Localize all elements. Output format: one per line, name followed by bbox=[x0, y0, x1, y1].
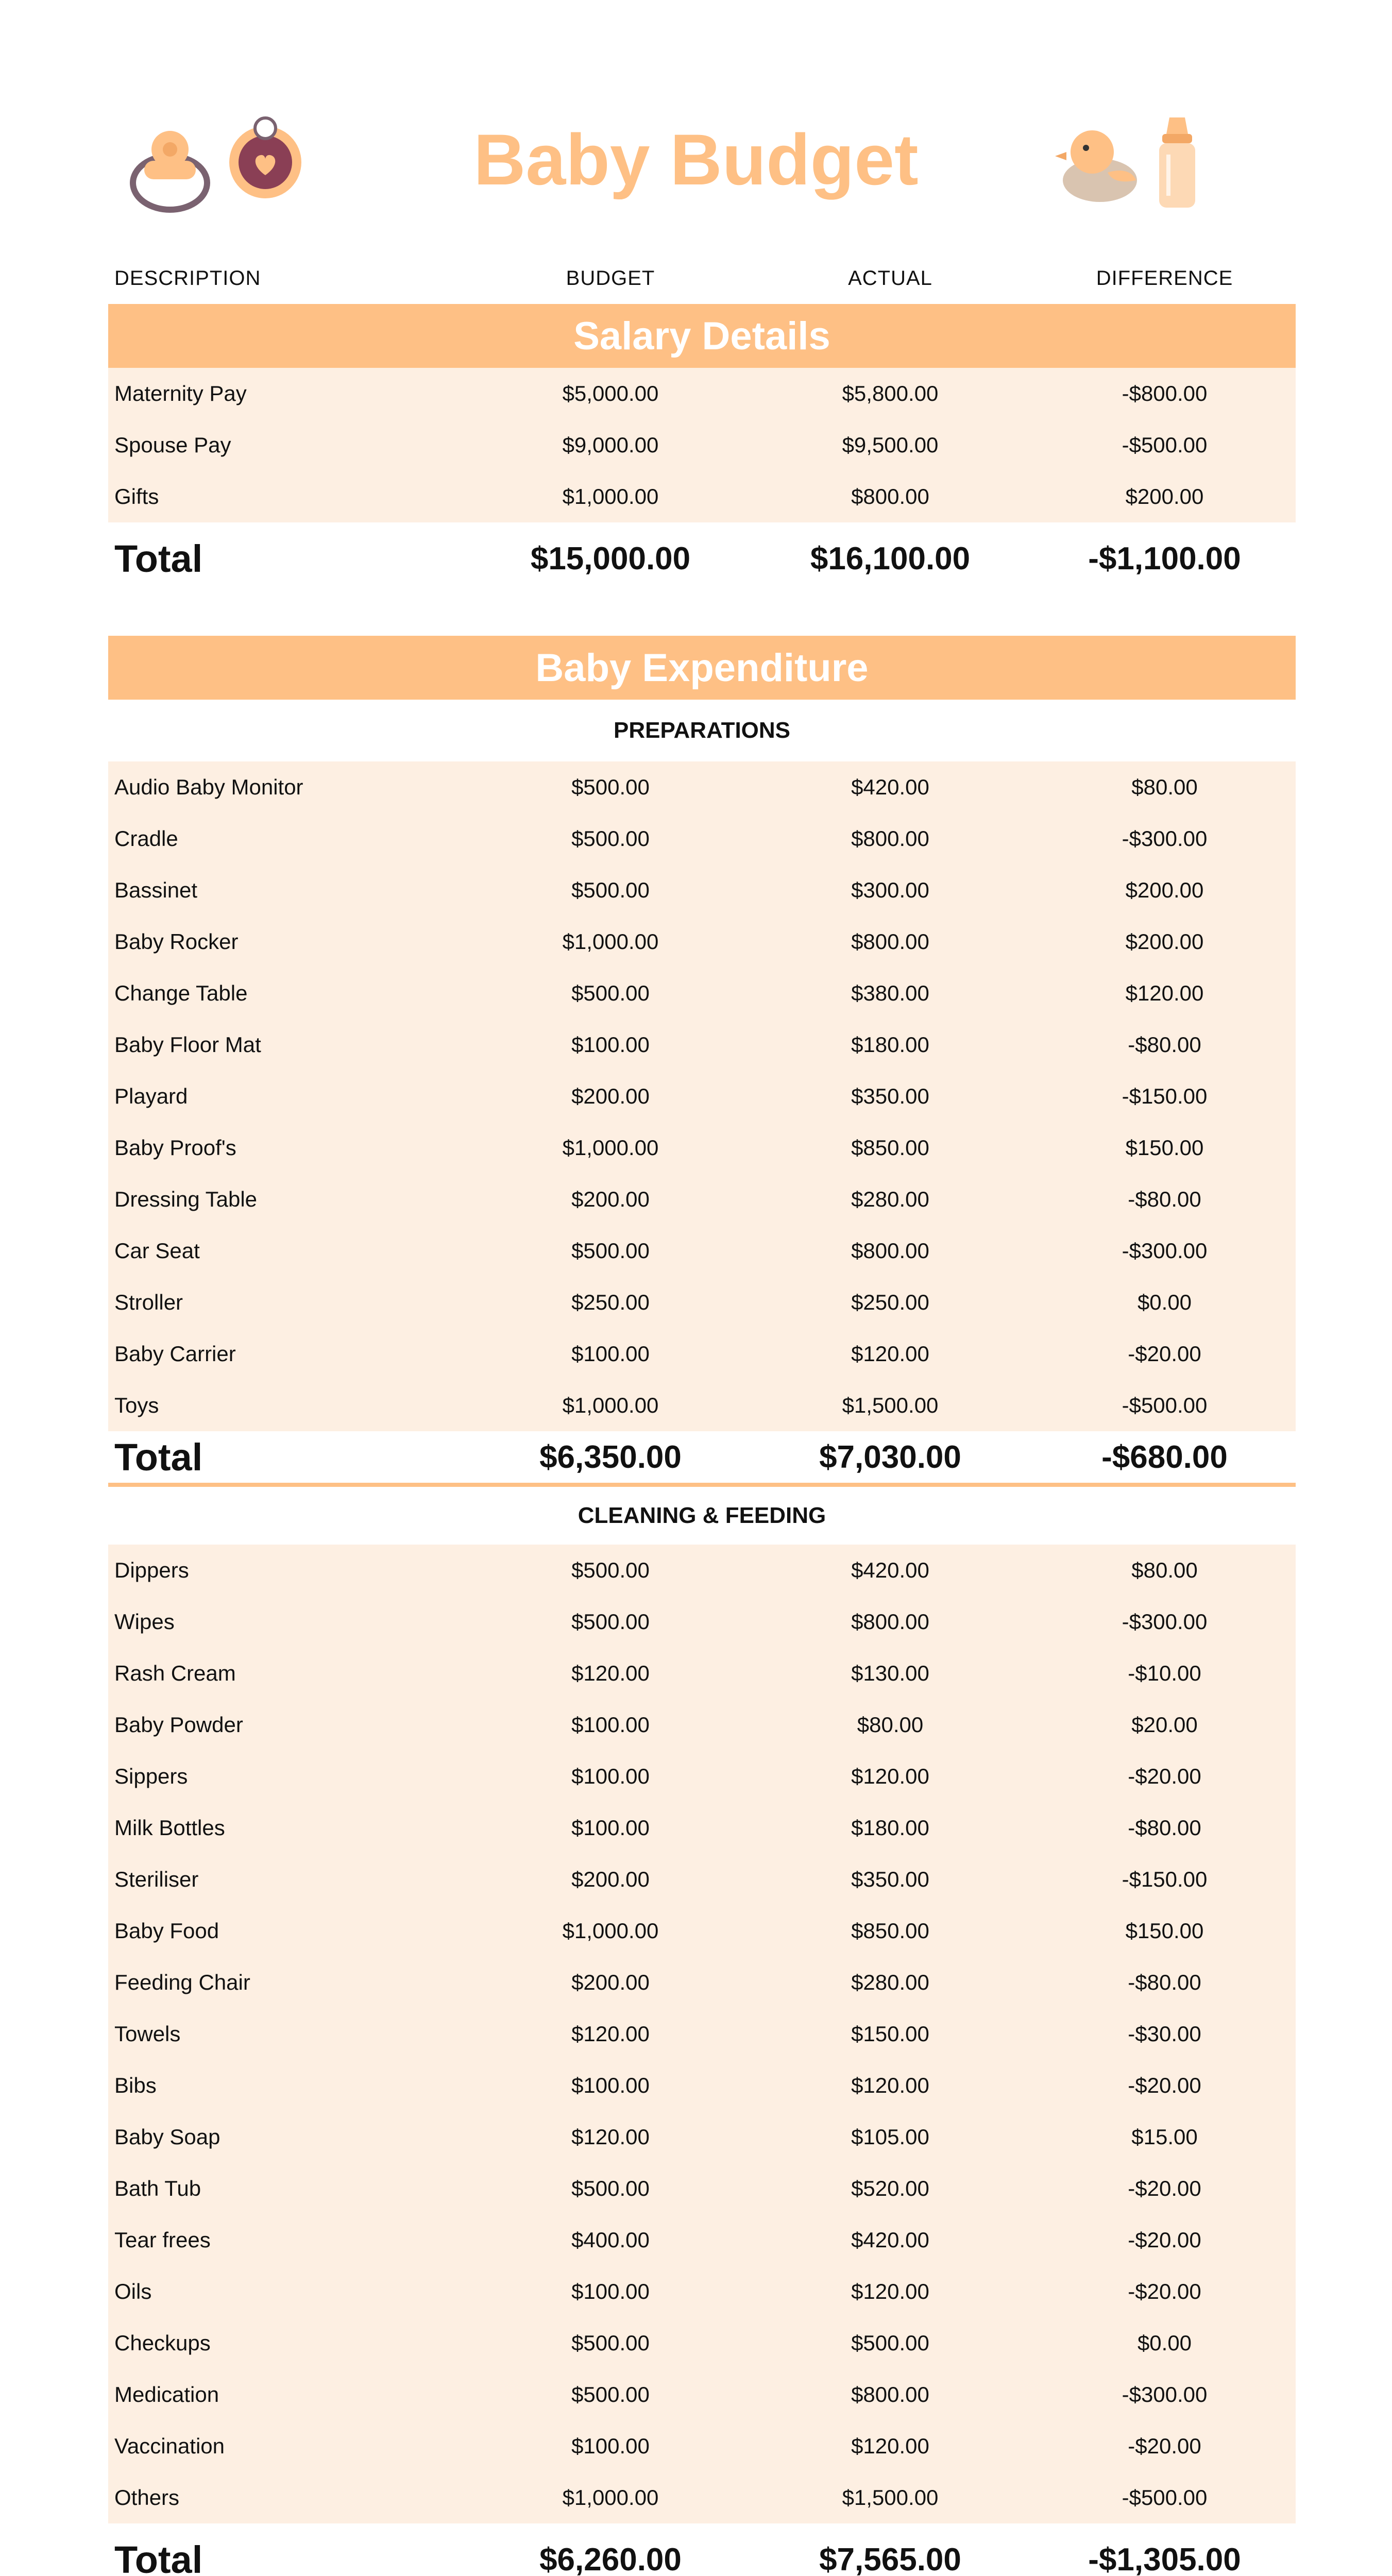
row-actual: $300.00 bbox=[851, 878, 929, 902]
row-actual: $150.00 bbox=[851, 2022, 929, 2046]
row-actual: $120.00 bbox=[851, 2279, 929, 2303]
row-difference: -$300.00 bbox=[1122, 2382, 1208, 2406]
row-difference: $0.00 bbox=[1137, 1290, 1192, 1314]
table-row bbox=[108, 1854, 1296, 1905]
row-budget: $100.00 bbox=[571, 1816, 650, 1840]
row-description: Bibs bbox=[114, 2073, 157, 2097]
row-difference: $80.00 bbox=[1131, 1558, 1198, 1582]
row-description: Towels bbox=[114, 2022, 181, 2046]
row-actual: $1,500.00 bbox=[842, 1393, 939, 1417]
row-difference: -$20.00 bbox=[1128, 1764, 1201, 1788]
row-difference: $150.00 bbox=[1125, 1136, 1204, 1160]
total-budget: $6,260.00 bbox=[539, 2541, 682, 2576]
table-row bbox=[108, 761, 1296, 813]
row-actual: $9,500.00 bbox=[842, 433, 939, 457]
row-description: Maternity Pay bbox=[114, 381, 247, 405]
row-actual: $380.00 bbox=[851, 981, 929, 1005]
column-header-budget: BUDGET bbox=[566, 266, 655, 290]
row-budget: $250.00 bbox=[571, 1290, 650, 1314]
table-row bbox=[108, 2369, 1296, 2420]
row-budget: $500.00 bbox=[571, 1609, 650, 1634]
row-description: Medication bbox=[114, 2382, 219, 2406]
row-description: Baby Floor Mat bbox=[114, 1032, 261, 1057]
row-actual: $120.00 bbox=[851, 2434, 929, 2458]
row-budget: $200.00 bbox=[571, 1084, 650, 1108]
row-budget: $1,000.00 bbox=[562, 1136, 659, 1160]
row-budget: $500.00 bbox=[571, 775, 650, 799]
row-budget: $1,000.00 bbox=[562, 484, 659, 509]
row-budget: $9,000.00 bbox=[562, 433, 659, 457]
row-actual: $280.00 bbox=[851, 1187, 929, 1211]
row-budget: $200.00 bbox=[571, 1187, 650, 1211]
row-description: Baby Proof's bbox=[114, 1136, 236, 1160]
row-description: Baby Soap bbox=[114, 2125, 220, 2149]
row-budget: $500.00 bbox=[571, 1239, 650, 1263]
row-budget: $120.00 bbox=[571, 2125, 650, 2149]
row-difference: -$20.00 bbox=[1128, 2073, 1201, 2097]
row-difference: $120.00 bbox=[1125, 981, 1204, 1005]
row-description: Feeding Chair bbox=[114, 1970, 250, 1994]
table-row bbox=[108, 2214, 1296, 2266]
row-description: Checkups bbox=[114, 2331, 211, 2355]
table-row bbox=[108, 1596, 1296, 1648]
row-description: Rash Cream bbox=[114, 1661, 236, 1685]
row-budget: $100.00 bbox=[571, 2434, 650, 2458]
row-actual: $520.00 bbox=[851, 2176, 929, 2200]
row-difference: -$150.00 bbox=[1122, 1867, 1208, 1891]
row-difference: -$300.00 bbox=[1122, 1239, 1208, 1263]
table-row bbox=[108, 1648, 1296, 1699]
row-description: Gifts bbox=[114, 484, 159, 509]
row-actual: $180.00 bbox=[851, 1032, 929, 1057]
table-row bbox=[108, 1380, 1296, 1431]
row-description: Bath Tub bbox=[114, 2176, 201, 2200]
row-difference: -$20.00 bbox=[1128, 2176, 1201, 2200]
table-row bbox=[108, 2420, 1296, 2472]
row-difference: $150.00 bbox=[1125, 1919, 1204, 1943]
row-description: Sippers bbox=[114, 1764, 188, 1788]
subsection-header-cleaning: CLEANING & FEEDING bbox=[578, 1503, 826, 1528]
salary-rows bbox=[108, 368, 1296, 522]
section-header-expenditure: Baby Expenditure bbox=[108, 636, 1296, 700]
row-actual: $420.00 bbox=[851, 1558, 929, 1582]
row-description: Spouse Pay bbox=[114, 433, 231, 457]
row-actual: $250.00 bbox=[851, 1290, 929, 1314]
total-label: Total bbox=[114, 537, 203, 580]
table-row bbox=[108, 1277, 1296, 1328]
row-budget: $500.00 bbox=[571, 2176, 650, 2200]
row-budget: $500.00 bbox=[571, 878, 650, 902]
row-difference: -$30.00 bbox=[1128, 2022, 1201, 2046]
row-description: Car Seat bbox=[114, 1239, 200, 1263]
table-row bbox=[108, 916, 1296, 968]
table-row bbox=[108, 2472, 1296, 2523]
cleaning-rows bbox=[108, 1545, 1296, 2523]
row-actual: $350.00 bbox=[851, 1084, 929, 1108]
table-row bbox=[108, 1071, 1296, 1122]
row-actual: $120.00 bbox=[851, 1342, 929, 1366]
table-row bbox=[108, 2060, 1296, 2111]
row-budget: $100.00 bbox=[571, 1032, 650, 1057]
section-header-salary: Salary Details bbox=[108, 304, 1296, 368]
row-actual: $850.00 bbox=[851, 1919, 929, 1943]
row-difference: -$80.00 bbox=[1128, 1187, 1201, 1211]
row-difference: -$300.00 bbox=[1122, 1609, 1208, 1634]
row-actual: $280.00 bbox=[851, 1970, 929, 1994]
row-budget: $400.00 bbox=[571, 2228, 650, 2252]
row-budget: $1,000.00 bbox=[562, 1919, 659, 1943]
row-budget: $200.00 bbox=[571, 1970, 650, 1994]
salary-total-row bbox=[108, 522, 1296, 595]
row-actual: $800.00 bbox=[851, 2382, 929, 2406]
row-actual: $1,500.00 bbox=[842, 2485, 939, 2510]
row-budget: $120.00 bbox=[571, 2022, 650, 2046]
row-description: Bassinet bbox=[114, 878, 198, 902]
row-budget: $100.00 bbox=[571, 1764, 650, 1788]
table-row bbox=[108, 1802, 1296, 1854]
row-difference: -$500.00 bbox=[1122, 2485, 1208, 2510]
table-row bbox=[108, 1225, 1296, 1277]
total-difference: -$1,305.00 bbox=[1088, 2541, 1241, 2576]
row-description: Dippers bbox=[114, 1558, 189, 1582]
row-description: Baby Powder bbox=[114, 1713, 243, 1737]
row-actual: $105.00 bbox=[851, 2125, 929, 2149]
row-difference: -$80.00 bbox=[1128, 1816, 1201, 1840]
table-row bbox=[108, 1751, 1296, 1802]
row-actual: $120.00 bbox=[851, 1764, 929, 1788]
row-budget: $1,000.00 bbox=[562, 2485, 659, 2510]
total-budget: $6,350.00 bbox=[539, 1439, 682, 1475]
table-row bbox=[108, 1328, 1296, 1380]
row-difference: -$20.00 bbox=[1128, 2434, 1201, 2458]
row-budget: $100.00 bbox=[571, 2279, 650, 2303]
row-actual: $350.00 bbox=[851, 1867, 929, 1891]
table-row bbox=[108, 1019, 1296, 1071]
row-budget: $1,000.00 bbox=[562, 929, 659, 954]
total-actual: $16,100.00 bbox=[810, 540, 971, 577]
column-header-description: DESCRIPTION bbox=[114, 266, 261, 290]
table-row bbox=[108, 2008, 1296, 2060]
row-actual: $850.00 bbox=[851, 1136, 929, 1160]
row-actual: $420.00 bbox=[851, 2228, 929, 2252]
preparations-total-row bbox=[108, 1431, 1296, 1483]
row-budget: $500.00 bbox=[571, 826, 650, 851]
total-difference: -$1,100.00 bbox=[1088, 540, 1241, 577]
row-description: Change Table bbox=[114, 981, 248, 1005]
row-budget: $200.00 bbox=[571, 1867, 650, 1891]
row-difference: -$20.00 bbox=[1128, 1342, 1201, 1366]
row-actual: $420.00 bbox=[851, 775, 929, 799]
table-row bbox=[108, 2317, 1296, 2369]
row-budget: $100.00 bbox=[571, 1342, 650, 1366]
row-difference: -$10.00 bbox=[1128, 1661, 1201, 1685]
row-budget: $500.00 bbox=[571, 2382, 650, 2406]
row-actual: $800.00 bbox=[851, 1239, 929, 1263]
section-divider bbox=[108, 1483, 1296, 1487]
row-description: Oils bbox=[114, 2279, 152, 2303]
row-difference: $15.00 bbox=[1131, 2125, 1198, 2149]
row-difference: -$500.00 bbox=[1122, 1393, 1208, 1417]
budget-table bbox=[108, 252, 1296, 2576]
row-description: Audio Baby Monitor bbox=[114, 775, 303, 799]
row-difference: -$300.00 bbox=[1122, 826, 1208, 851]
row-description: Playard bbox=[114, 1084, 188, 1108]
row-difference: -$800.00 bbox=[1122, 381, 1208, 405]
row-difference: $200.00 bbox=[1125, 929, 1204, 954]
row-description: Milk Bottles bbox=[114, 1816, 225, 1840]
row-difference: -$80.00 bbox=[1128, 1032, 1201, 1057]
row-actual: $80.00 bbox=[857, 1713, 924, 1737]
table-row bbox=[108, 2266, 1296, 2317]
row-actual: $180.00 bbox=[851, 1816, 929, 1840]
row-budget: $500.00 bbox=[571, 1558, 650, 1582]
row-description: Baby Carrier bbox=[114, 1342, 236, 1366]
table-row bbox=[108, 419, 1296, 471]
column-header-row bbox=[108, 252, 1296, 304]
row-difference: $80.00 bbox=[1131, 775, 1198, 799]
row-actual: $500.00 bbox=[851, 2331, 929, 2355]
row-difference: $200.00 bbox=[1125, 484, 1204, 509]
row-actual: $5,800.00 bbox=[842, 381, 939, 405]
row-description: Vaccination bbox=[114, 2434, 225, 2458]
row-actual: $800.00 bbox=[851, 484, 929, 509]
column-header-actual: ACTUAL bbox=[848, 266, 932, 290]
row-budget: $120.00 bbox=[571, 1661, 650, 1685]
table-row bbox=[108, 1699, 1296, 1751]
row-difference: $0.00 bbox=[1137, 2331, 1192, 2355]
table-row bbox=[108, 865, 1296, 916]
row-description: Dressing Table bbox=[114, 1187, 258, 1211]
row-difference: -$500.00 bbox=[1122, 433, 1208, 457]
row-difference: $20.00 bbox=[1131, 1713, 1198, 1737]
row-description: Cradle bbox=[114, 826, 178, 851]
row-description: Toys bbox=[114, 1393, 159, 1417]
total-budget: $15,000.00 bbox=[530, 540, 691, 577]
spacer bbox=[108, 595, 1296, 636]
row-budget: $500.00 bbox=[571, 2331, 650, 2355]
row-difference: -$150.00 bbox=[1122, 1084, 1208, 1108]
total-label: Total bbox=[114, 1435, 203, 1479]
row-budget: $1,000.00 bbox=[562, 1393, 659, 1417]
total-difference: -$680.00 bbox=[1101, 1439, 1228, 1475]
column-header-difference: DIFFERENCE bbox=[1096, 266, 1233, 290]
row-budget: $100.00 bbox=[571, 1713, 650, 1737]
table-row bbox=[108, 1174, 1296, 1225]
table-row bbox=[108, 1957, 1296, 2008]
row-difference: -$20.00 bbox=[1128, 2228, 1201, 2252]
row-description: Stroller bbox=[114, 1290, 183, 1314]
row-budget: $100.00 bbox=[571, 2073, 650, 2097]
table-row bbox=[108, 813, 1296, 865]
row-description: Others bbox=[114, 2485, 180, 2510]
total-actual: $7,565.00 bbox=[819, 2541, 961, 2576]
row-actual: $800.00 bbox=[851, 1609, 929, 1634]
table-row bbox=[108, 968, 1296, 1019]
row-budget: $500.00 bbox=[571, 981, 650, 1005]
row-difference: $200.00 bbox=[1125, 878, 1204, 902]
page-title: Baby Budget bbox=[473, 119, 919, 200]
cleaning-total-row bbox=[108, 2523, 1296, 2576]
row-difference: -$80.00 bbox=[1128, 1970, 1201, 1994]
row-actual: $130.00 bbox=[851, 1661, 929, 1685]
row-description: Baby Food bbox=[114, 1919, 219, 1943]
table-row bbox=[108, 471, 1296, 522]
row-description: Tear frees bbox=[114, 2228, 211, 2252]
table-row bbox=[108, 2163, 1296, 2214]
row-difference: -$20.00 bbox=[1128, 2279, 1201, 2303]
row-description: Wipes bbox=[114, 1609, 175, 1634]
row-description: Steriliser bbox=[114, 1867, 199, 1891]
table-row bbox=[108, 1122, 1296, 1174]
row-actual: $800.00 bbox=[851, 826, 929, 851]
table-row bbox=[108, 368, 1296, 419]
table-row bbox=[108, 2111, 1296, 2163]
row-actual: $800.00 bbox=[851, 929, 929, 954]
total-label: Total bbox=[114, 2538, 203, 2576]
table-row bbox=[108, 1545, 1296, 1596]
subsection-header-preparations: PREPARATIONS bbox=[613, 718, 791, 743]
table-row bbox=[108, 1905, 1296, 1957]
row-actual: $120.00 bbox=[851, 2073, 929, 2097]
preparations-rows bbox=[108, 761, 1296, 1431]
total-actual: $7,030.00 bbox=[819, 1439, 961, 1475]
row-budget: $5,000.00 bbox=[562, 381, 659, 405]
row-description: Baby Rocker bbox=[114, 929, 239, 954]
